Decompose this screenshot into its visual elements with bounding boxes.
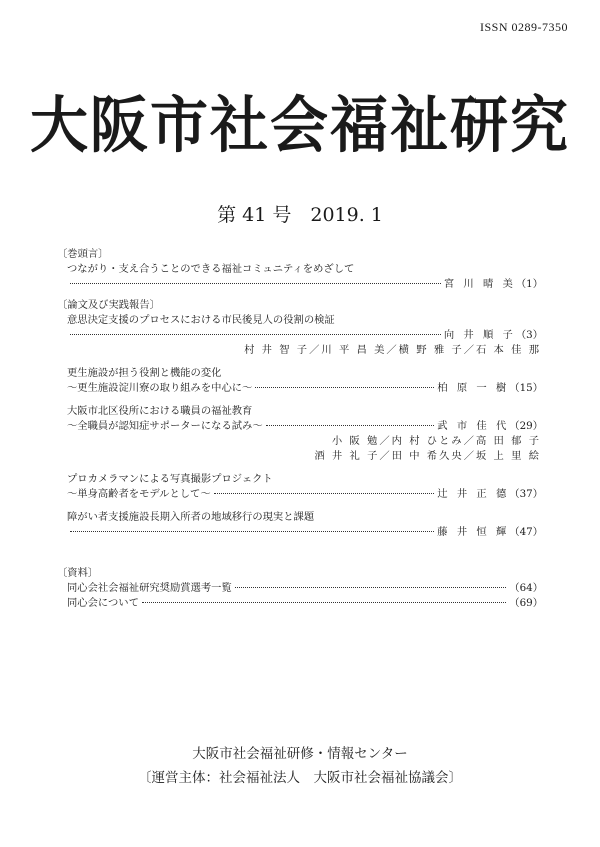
- toc-article[interactable]: [57, 472, 543, 502]
- entry-title: 更生施設が担う役割と機能の変化: [67, 367, 222, 379]
- entry-author: 辻 井 正 德: [437, 488, 510, 500]
- issn-number: ISSN 0289-7350: [479, 20, 568, 34]
- leader-dots: [235, 587, 507, 588]
- entry-coauthors: 小 阪 勉／内 村 ひとみ／高 田 郁 子: [331, 435, 541, 447]
- entry-title: 同心会について: [67, 597, 139, 609]
- entry-page: （29）: [509, 420, 543, 432]
- operator-name: 〔運営主体：社会福祉法人 大阪市社会福祉協議会〕: [138, 770, 462, 786]
- entry-coauthors: 村 井 智 子／川 平 昌 美／横 野 雅 子／石 本 佳 那: [244, 344, 541, 356]
- publisher-name: 大阪市社会福祉研修・情報センター: [192, 746, 408, 762]
- leader-dots: [70, 531, 434, 532]
- entry-subtitle: ～更生施設淀川寮の取り組みを中心に～: [67, 382, 253, 394]
- leader-dots: [255, 387, 434, 388]
- issue-info: 第 41 号 2019. 1: [217, 204, 383, 226]
- entry-page: （15）: [509, 382, 543, 394]
- toc-article[interactable]: [57, 366, 543, 396]
- entry-page: （1）: [515, 278, 543, 290]
- section-label: 〔論文及び実践報告〕: [57, 299, 160, 311]
- entry-title: 意思決定支援のプロセスにおける市民後見人の役割の検証: [67, 314, 335, 326]
- leader-dots: [70, 334, 441, 335]
- leader-dots: [214, 493, 435, 494]
- leader-dots: [266, 425, 435, 426]
- journal-title: 大阪市社会福祉研究: [29, 89, 570, 161]
- entry-page: （69）: [509, 597, 543, 609]
- toc-article[interactable]: [57, 404, 543, 464]
- table-of-contents: [57, 247, 543, 617]
- entry-title: 障がい者支援施設長期入所者の地域移行の現実と課題: [67, 511, 315, 523]
- toc-article[interactable]: [57, 313, 543, 358]
- toc-article[interactable]: [57, 510, 543, 540]
- leader-dots: [70, 283, 441, 284]
- entry-author: 柏 原 一 樹: [437, 382, 510, 394]
- entry-subtitle: ～単身高齢者をモデルとして～: [67, 488, 211, 500]
- entry-page: （3）: [515, 329, 543, 341]
- toc-section-preface: [57, 247, 543, 292]
- toc-section-materials: [57, 566, 543, 611]
- entry-title: つながり・支え合うことのできる福祉コミュニティをめざして: [67, 263, 355, 275]
- entry-title: 同心会社会福祉研究奨励賞選考一覧: [67, 582, 232, 594]
- entry-page: （47）: [509, 526, 543, 538]
- entry-author: 藤 井 恒 輝: [437, 526, 510, 538]
- toc-section-papers: [57, 298, 543, 540]
- entry-author: 宮 川 晴 美: [443, 278, 516, 290]
- entry-page: （64）: [509, 582, 543, 594]
- leader-dots: [142, 602, 506, 603]
- toc-entry-title[interactable]: [57, 262, 543, 277]
- toc-entry-author-line: [57, 277, 543, 292]
- entry-coauthors: 酒 井 礼 子／田 中 希久央／坂 上 里 絵: [314, 450, 541, 462]
- entry-page: （37）: [509, 488, 543, 500]
- entry-author: 向 井 順 子: [443, 329, 516, 341]
- section-label: 〔巻頭言〕: [57, 248, 109, 260]
- section-label: 〔資料〕: [57, 567, 99, 579]
- entry-subtitle: ～全職員が認知症サポーターになる試み～: [67, 420, 263, 432]
- toc-entry[interactable]: [57, 596, 543, 611]
- entry-title: 大阪市北区役所における職員の福祉教育: [67, 405, 253, 417]
- entry-author: 武 市 佳 代: [437, 420, 510, 432]
- entry-title: プロカメラマンによる写真撮影プロジェクト: [67, 473, 273, 485]
- toc-entry[interactable]: [57, 581, 543, 596]
- publisher-footer: [0, 742, 600, 790]
